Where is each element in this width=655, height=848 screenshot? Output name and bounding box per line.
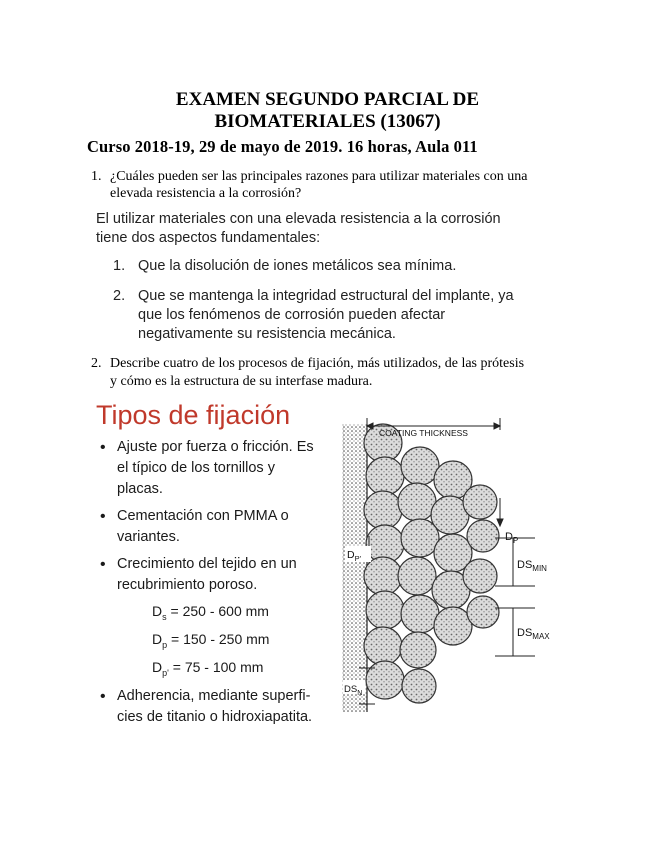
bullet-3-line1: Crecimiento del tejido en un [117, 556, 297, 572]
answer-1-intro-line1: El utilizar materiales con una elevada resistencia a la corrosión [96, 211, 501, 227]
bullet-dot-2: • [100, 508, 106, 525]
slide-title: Tipos de fijación [96, 400, 291, 430]
question-2-line1: Describe cuatro de los procesos de fijación, más utilizados, de las prótesis [110, 356, 525, 371]
answer-1-point-2-line1: Que se mantenga la integridad estructural del implante, ya [138, 288, 514, 304]
bullet-1-line3: placas. [117, 481, 163, 497]
coating-spheres [364, 424, 499, 703]
dimension-dp: $D_p = 150 - 250$ mm [152, 631, 270, 650]
dp-prime-label: $D_{P'}$ [347, 549, 362, 563]
question-1-line2: elevada resistencia a la corrosión? [110, 186, 302, 201]
exam-title-line2: BIOMATERIALES (13067) [214, 111, 441, 132]
answer-1-intro-line2: tiene dos aspectos fundamentales: [96, 230, 321, 246]
ds-max-label: $DS_{MAX}$ [517, 627, 550, 641]
bullet-4-line1: Adherencia, mediante superfi- [117, 688, 311, 704]
question-2-line2: y cómo es la estructura de su interfase madura. [110, 374, 373, 389]
answer-1-point-2-line2: que los fenómenos de corrosión pueden afectar [138, 307, 446, 323]
bullet-1-line2: el típico de los tornillos y [117, 460, 275, 476]
question-2-number: 2. [91, 356, 102, 371]
course-info: Curso 2018-19, 29 de mayo de 2019. 16 horas, Aula 011 [87, 137, 478, 156]
bullet-1-line1: Ajuste por fuerza o fricción. Es [117, 439, 314, 455]
dp-indicator [497, 498, 503, 526]
bullet-4-line2: cies de titanio o hidroxiapatita. [117, 709, 313, 725]
porous-coating-diagram [335, 418, 565, 718]
bullet-dot-1: • [100, 439, 106, 456]
bullet-dot-4: • [100, 688, 106, 705]
bullet-dot-3: • [100, 556, 106, 573]
substrate-strip [343, 424, 367, 712]
ds-min-label: $DS_{MIN}$ [517, 559, 547, 573]
answer-1-point-2-number: 2. [113, 288, 126, 304]
bullet-2-line1: Cementación con PMMA o [117, 508, 289, 524]
coating-thickness-label: COATING THICKNESS [379, 428, 468, 438]
question-1-number: 1. [91, 169, 102, 184]
dp-label: $D_P$ [505, 531, 519, 545]
answer-1-point-1-text: Que la disolución de iones metálicos sea mínima. [138, 258, 457, 274]
exam-title-line1: EXAMEN SEGUNDO PARCIAL DE [175, 89, 480, 110]
question-1-line1: ¿Cuáles pueden ser las principales razones para utilizar materiales con una [110, 169, 528, 184]
answer-1-point-1-number: 1. [113, 258, 126, 274]
bullet-2-line2: variantes. [117, 529, 180, 545]
answer-1-point-2-line3: negativamente su resistencia mecánica. [138, 326, 396, 342]
dimension-ds: $D_s = 250 - 600$ mm [152, 603, 269, 622]
bullet-3-line2: recubrimiento poroso. [117, 577, 258, 593]
dimension-dp-prime: $D_{p'} = 75 - 100$ mm [152, 659, 264, 678]
dsn-label: $DS_N$ [344, 684, 363, 697]
